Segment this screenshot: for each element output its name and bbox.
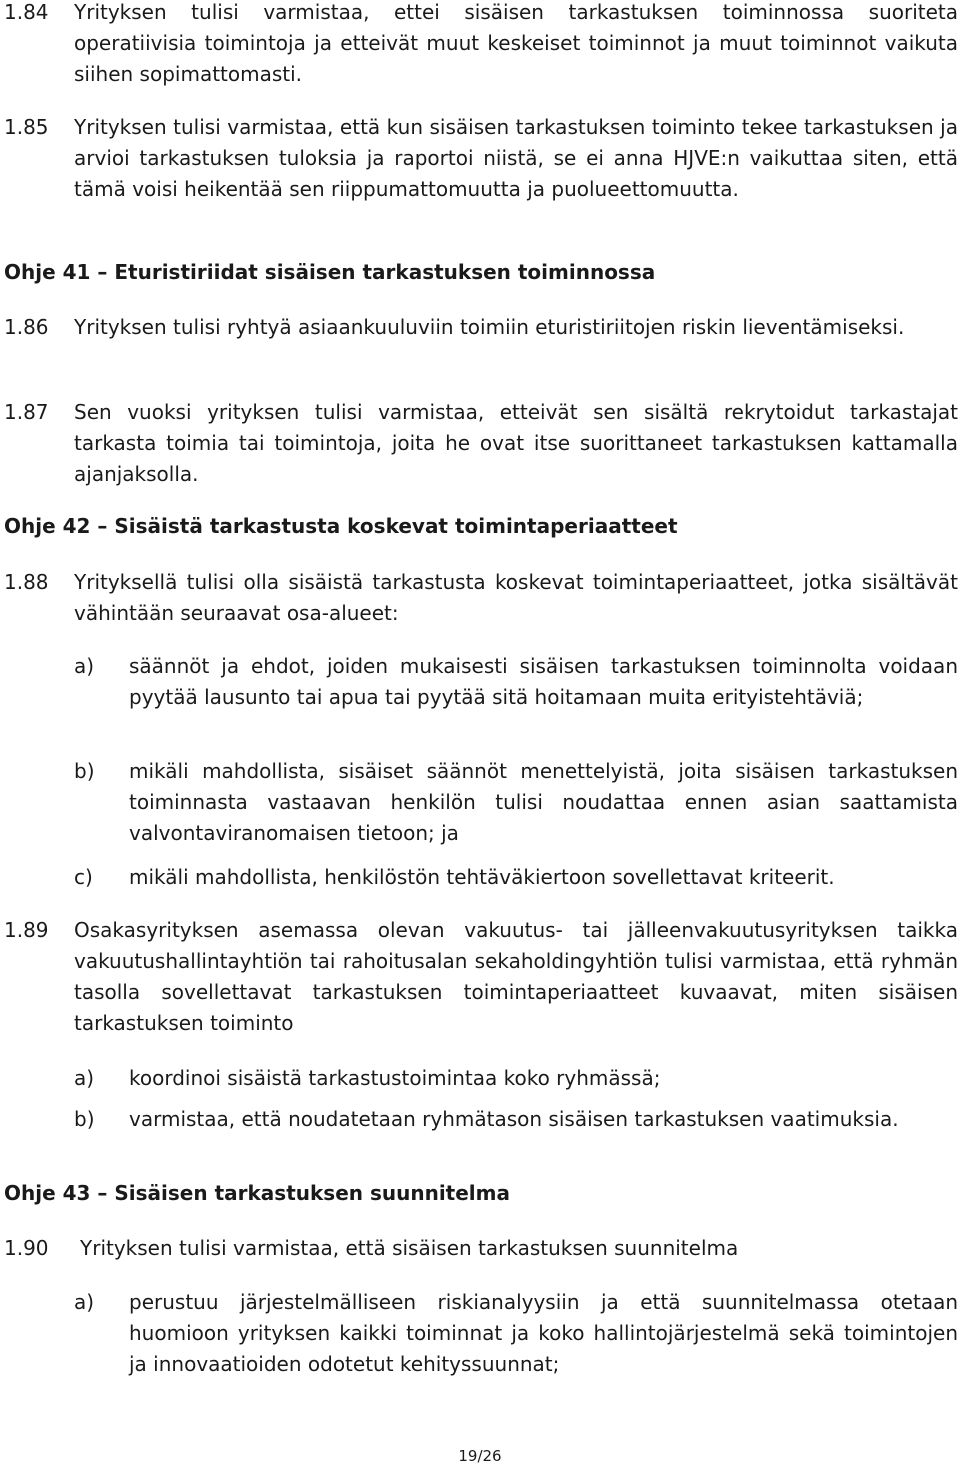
section-heading-41: Ohje 41 – Eturistiriidat sisäisen tarkastuksen toiminnossa xyxy=(4,260,656,284)
list-item-189-a xyxy=(74,1063,958,1094)
paragraph-text: Yrityksen tulisi varmistaa, että sisäisen tarkastuksen suunnitelma xyxy=(80,1236,739,1260)
section-heading-42: Ohje 42 – Sisäistä tarkastusta koskevat toimintaperiaatteet xyxy=(4,514,678,538)
list-letter: a) xyxy=(74,654,95,678)
page-number: 19/26 xyxy=(458,1447,502,1465)
list-item-188-a xyxy=(74,651,958,713)
list-text: koordinoi sisäistä tarkastustoimintaa koko ryhmässä; xyxy=(129,1066,661,1090)
paragraph-number: 1.85 xyxy=(4,115,49,139)
list-text: mikäli mahdollista, henkilöstön tehtäväkiertoon sovellettavat kriteerit. xyxy=(129,865,835,889)
section-heading-43: Ohje 43 – Sisäisen tarkastuksen suunnitelma xyxy=(4,1181,510,1205)
paragraph-1-86 xyxy=(4,312,958,343)
paragraph-1-87 xyxy=(4,397,958,490)
list-text: perustuu järjestelmälliseen riskianalyysiin ja että suunnitelmassa otetaan huomioon yrityksen kaikki toiminnat ja koko hallintojärjestelmä sekä toimintojen ja innovaatioiden odotetut kehityssuunnat; xyxy=(129,1290,958,1376)
list-text: mikäli mahdollista, sisäiset säännöt menettelyistä, joita sisäisen tarkastuksen toiminnasta vastaavan henkilön tulisi noudattaa ennen asian saattamista valvontaviranomaisen tietoon; ja xyxy=(129,759,958,845)
paragraph-number: 1.87 xyxy=(4,400,49,424)
paragraph-1-88 xyxy=(4,567,958,629)
list-text: säännöt ja ehdot, joiden mukaisesti sisäisen tarkastuksen toiminnolta voidaan pyytää lausunto tai apua tai pyytää sitä hoitamaan muita erityistehtäviä; xyxy=(129,654,958,709)
list-item-188-b xyxy=(74,756,958,849)
list-letter: c) xyxy=(74,865,93,889)
paragraph-text: Yrityksen tulisi varmistaa, että kun sisäisen tarkastuksen toiminto tekee tarkastuksen ja arvioi tarkastuksen tuloksia ja raportoi niistä, se ei anna HJVE:n vaikuttaa siten, että tämä voisi heikentää sen riippumattomuutta ja puolueettomuutta. xyxy=(74,115,958,201)
paragraph-number: 1.89 xyxy=(4,918,49,942)
list-letter: b) xyxy=(74,1107,95,1131)
list-item-189-b xyxy=(74,1104,958,1135)
list-item-190-a xyxy=(74,1287,958,1380)
paragraph-number: 1.86 xyxy=(4,315,49,339)
paragraph-1-89 xyxy=(4,915,958,1039)
paragraph-1-90 xyxy=(4,1233,958,1264)
paragraph-text: Yrityksellä tulisi olla sisäistä tarkastusta koskevat toimintaperiaatteet, jotka sisältävät vähintään seuraavat osa-alueet: xyxy=(74,570,958,625)
paragraph-number: 1.88 xyxy=(4,570,49,594)
list-letter: a) xyxy=(74,1290,95,1314)
paragraph-text: Yrityksen tulisi varmistaa, ettei sisäisen tarkastuksen toiminnossa suoriteta operatiivisia toimintoja ja etteivät muut keskeiset toiminnot ja muut toiminnot vaikuta siihen sopimattomasti. xyxy=(74,0,958,86)
paragraph-number: 1.90 xyxy=(4,1236,49,1260)
paragraph-text: Osakasyrityksen asemassa olevan vakuutus- tai jälleenvakuutusyrityksen taikka vakuutushallintayhtiön tai rahoitusalan sekaholdingyhtiön tulisi varmistaa, että ryhmän tasolla sovellettavat tarkastuksen toimintaperiaatteet kuvaavat, miten sisäisen tarkastuksen toiminto xyxy=(74,918,958,1035)
list-text: varmistaa, että noudatetaan ryhmätason sisäisen tarkastuksen vaatimuksia. xyxy=(129,1107,899,1131)
list-letter: a) xyxy=(74,1066,95,1090)
paragraph-1-85 xyxy=(4,112,958,205)
list-letter: b) xyxy=(74,759,95,783)
paragraph-text: Yrityksen tulisi ryhtyä asiaankuuluviin toimiin eturistiriitojen riskin lieventämiseksi. xyxy=(74,315,905,339)
paragraph-number: 1.84 xyxy=(4,0,49,24)
list-item-188-c xyxy=(74,862,958,893)
paragraph-text: Sen vuoksi yrityksen tulisi varmistaa, etteivät sen sisältä rekrytoidut tarkastajat tarkasta toimia tai toimintoja, joita he ovat itse suorittaneet tarkastuksen kattamalla ajanjaksolla. xyxy=(74,400,958,486)
paragraph-1-84 xyxy=(4,0,958,90)
